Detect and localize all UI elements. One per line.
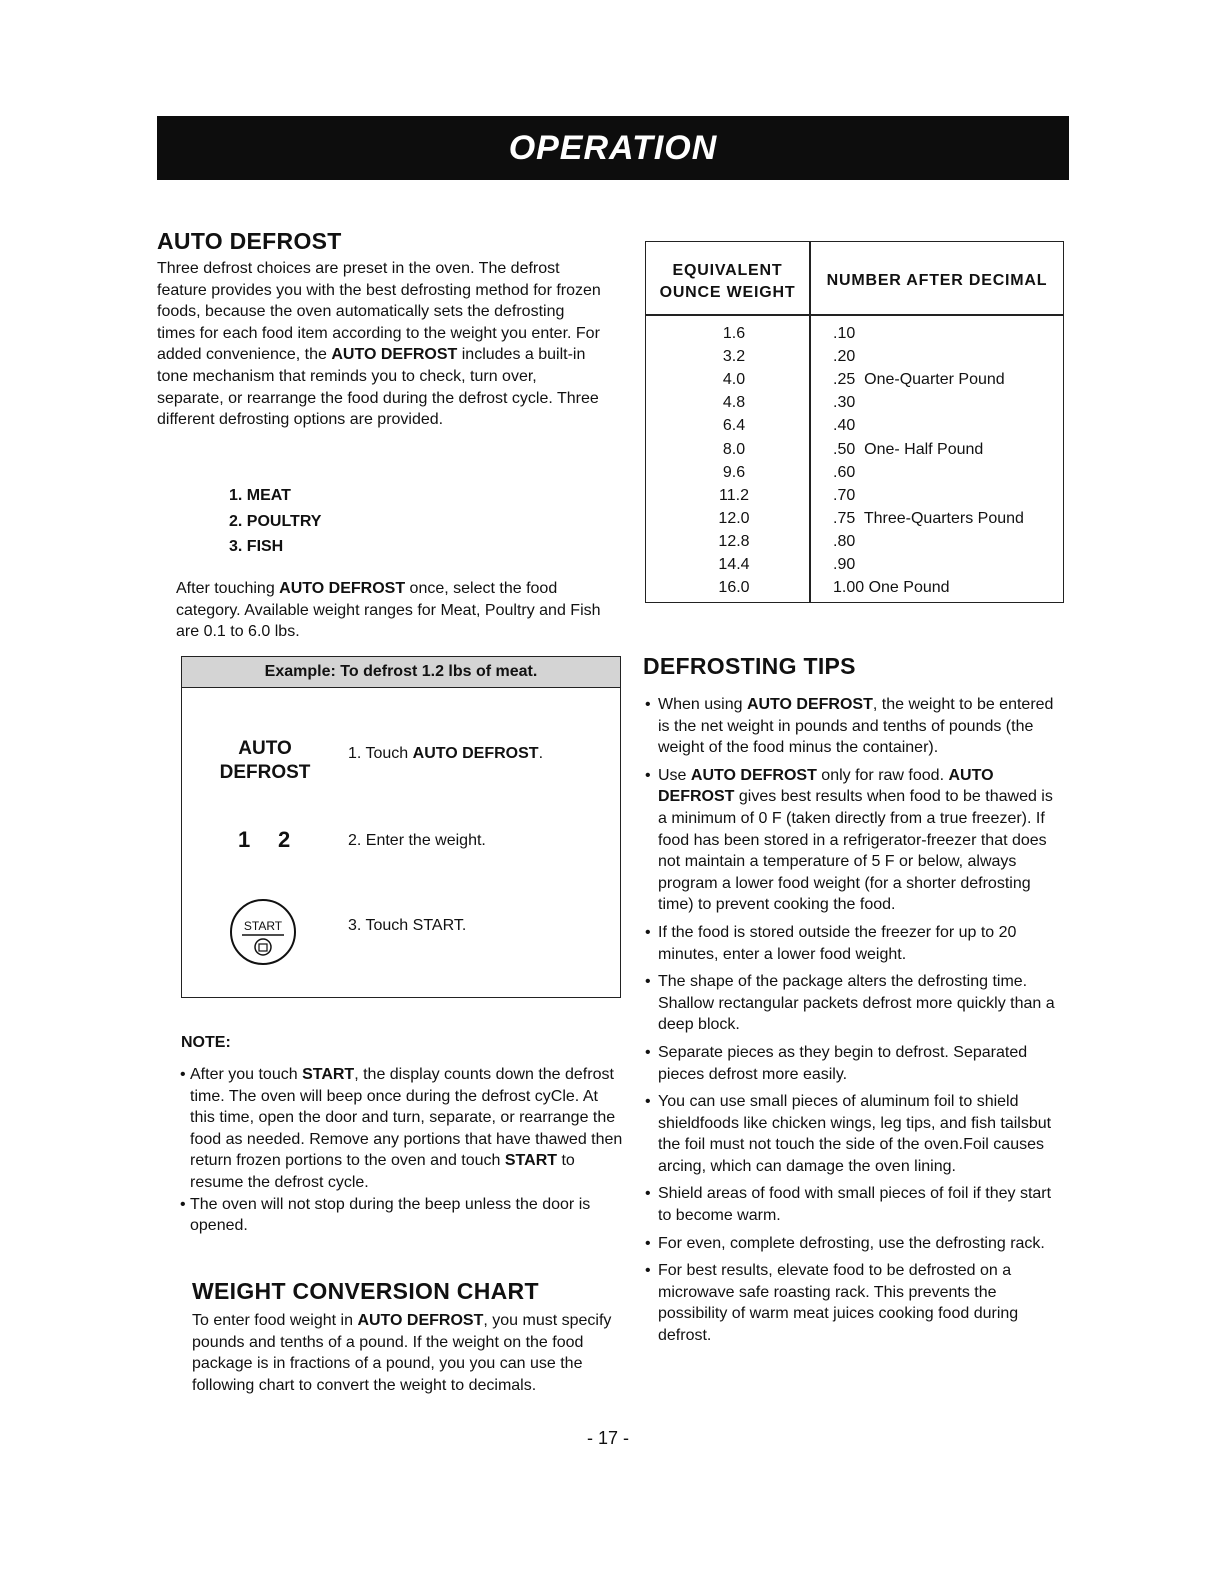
weight-conversion-heading: WEIGHT CONVERSION CHART bbox=[192, 1278, 539, 1304]
decimal-cell: .70 bbox=[833, 486, 856, 504]
tip-item: • Separate pieces as they begin to defrost. Separated pieces defrost more easily. bbox=[645, 1042, 1065, 1085]
ounce-cell: 4.0 bbox=[722, 371, 746, 389]
tip-item: • When using AUTO DEFROST, the weight to be entered is the net weight in pounds and tenths of pounds (the weight of the food minus the container). bbox=[645, 694, 1065, 759]
defrost-options-list bbox=[229, 483, 321, 560]
option-fish: 3. FISH bbox=[229, 538, 284, 556]
decimal-cell: 1.00 One Pound bbox=[833, 579, 950, 597]
tip-item: • Shield areas of food with small pieces of foil if they start to become warm. bbox=[645, 1183, 1065, 1226]
number-key-1: 1 bbox=[238, 827, 251, 852]
ounce-cell: 11.2 bbox=[719, 486, 749, 504]
ounce-cell: 6.4 bbox=[722, 417, 746, 435]
decimal-cell: .60 bbox=[833, 463, 856, 481]
decimal-cell: .75 Three-Quarters Pound bbox=[833, 509, 1024, 527]
page-number: - 17 - bbox=[586, 1428, 629, 1448]
decimal-cell: .40 bbox=[833, 417, 856, 435]
note-heading: NOTE: bbox=[181, 1034, 231, 1051]
tip-item: • For best results, elevate food to be defrosted on a microwave safe roasting rack. This prevents the possibility of warm meat juices cooking food during defrost. bbox=[645, 1260, 1065, 1346]
decimal-cell: .80 bbox=[833, 532, 856, 550]
decimal-cell: .20 bbox=[833, 348, 856, 366]
start-button-icon bbox=[228, 897, 298, 967]
ounce-cell: 3.2 bbox=[722, 348, 746, 366]
decimal-cell: .10 bbox=[833, 325, 856, 342]
weight-conversion-table bbox=[645, 241, 1064, 603]
tip-item: • If the food is stored outside the freezer for up to 20 minutes, enter a lower food weight. bbox=[645, 922, 1065, 965]
step-2-text: 2. Enter the weight. bbox=[348, 832, 486, 849]
step-3-text: 3. Touch START. bbox=[348, 917, 467, 934]
note-item: • After you touch START, the display counts down the defrost time. The oven will beep once during the defrost cyCle. At this time, open the door and turn, separate, or rearrange the food as needed. Remove any portions that have thawed then return frozen portions to the oven and touch START to resume the defrost cycle. bbox=[180, 1064, 624, 1194]
ounce-cell: 16.0 bbox=[718, 579, 750, 597]
decimal-cell: .90 bbox=[833, 556, 856, 573]
ounce-cell: 8.0 bbox=[722, 440, 746, 458]
ounce-cell: 4.8 bbox=[722, 394, 746, 412]
auto-defrost-heading: AUTO DEFROST bbox=[157, 228, 342, 254]
step-1-text: 1. Touch AUTO DEFROST. bbox=[348, 745, 544, 762]
table-header-ounce: EQUIVALENT OUNCE WEIGHT bbox=[659, 262, 796, 301]
ounce-cell: 12.8 bbox=[718, 532, 750, 550]
defrosting-tips-heading: DEFROSTING TIPS bbox=[643, 653, 856, 679]
note-list bbox=[180, 1064, 624, 1237]
auto-defrost-intro: Three defrost choices are preset in the oven. The defrost feature provides you with the best defrosting method for frozen foods, because the oven automatically sets the defrosting times for each food item according to the weight you enter. For added convenience, the AUTO DEFROST includes a built-in tone mechanism that reminds you to check, turn over, separate, or rearrange the food during the defrost cycle. Three different defrosting options are provided. bbox=[157, 260, 601, 429]
table-divider-horizontal bbox=[646, 314, 1063, 316]
tip-item: • For even, complete defrosting, use the defrosting rack. bbox=[645, 1233, 1065, 1255]
tip-item: • Use AUTO DEFROST only for raw food. AUTO DEFROST gives best results when food to be thawed is a minimum of 0 F (taken directly from a true freezer). If food has been stored in a refrigerator-freezer that does not maintain a temperature of 5 F or below, always program a lower food weight (for a shorter defrosting time) to prevent cooking the food. bbox=[645, 765, 1065, 916]
section-title: OPERATION bbox=[508, 128, 718, 167]
auto-defrost-key: AUTO DEFROST bbox=[219, 738, 311, 783]
example-box bbox=[181, 656, 621, 998]
decimal-cell: .25 One-Quarter Pound bbox=[833, 371, 1005, 389]
start-key-label: START bbox=[243, 919, 283, 933]
tip-item: • You can use small pieces of aluminum foil to shield shieldfoods like chicken wings, leg tips, and fish tailsbut the foil must not touch the side of the oven.Foil causes arcing, which can damage the oven lining. bbox=[645, 1091, 1065, 1177]
after-touching-text: After touching AUTO DEFROST once, select the food category. Available weight ranges for Meat, Poultry and Fish are 0.1 to 6.0 lbs. bbox=[176, 580, 601, 641]
example-title: Example: To defrost 1.2 lbs of meat. bbox=[182, 657, 620, 688]
ounce-cell: 9.6 bbox=[722, 463, 746, 481]
note-item: • The oven will not stop during the beep unless the door is opened. bbox=[180, 1194, 624, 1237]
ounce-cell: 14.4 bbox=[718, 556, 750, 573]
option-poultry: 2. POULTRY bbox=[229, 512, 322, 530]
tip-item: • The shape of the package alters the defrosting time. Shallow rectangular packets defrost more quickly than a deep block. bbox=[645, 971, 1065, 1036]
weight-conversion-text: To enter food weight in AUTO DEFROST, you must specify pounds and tenths of a pound. If the weight on the food package is in fractions of a pound, you you can use the following chart to convert the weight to decimals. bbox=[192, 1312, 612, 1394]
ounce-cell: 1.6 bbox=[722, 325, 746, 342]
number-key-2: 2 bbox=[278, 827, 291, 852]
decimal-cell: .50 One- Half Pound bbox=[833, 440, 984, 458]
ounce-cell: 12.0 bbox=[718, 509, 750, 527]
table-header-decimal: NUMBER AFTER DECIMAL bbox=[826, 272, 1048, 289]
option-meat: 1. MEAT bbox=[229, 487, 291, 504]
decimal-cell: .30 bbox=[833, 394, 856, 412]
section-header-banner bbox=[157, 116, 1069, 180]
defrosting-tips-list bbox=[645, 694, 1065, 1353]
